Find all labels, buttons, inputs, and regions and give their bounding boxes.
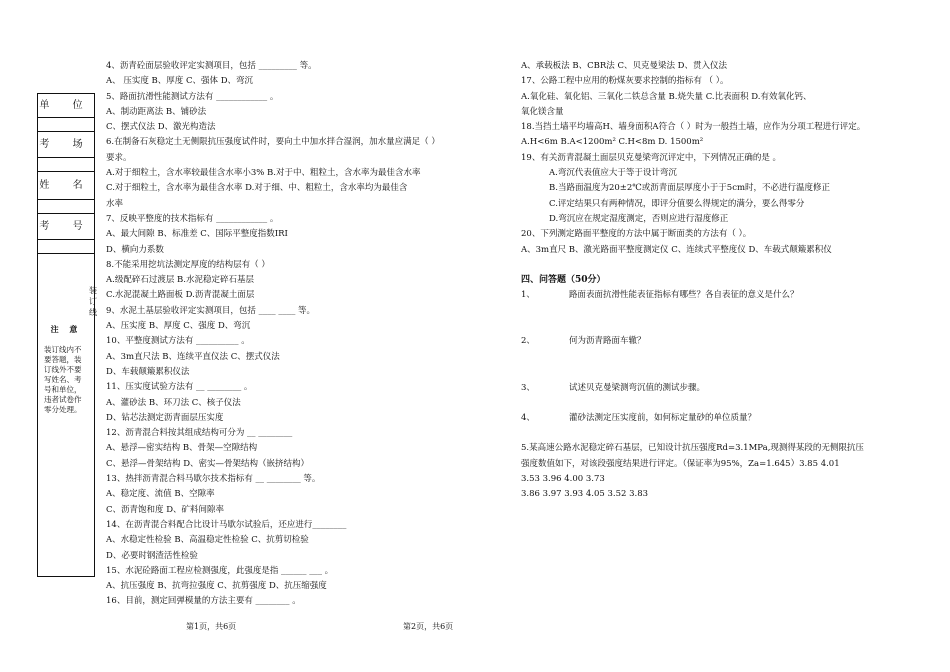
option-line: A、压实度 B、厚度 C、强度 D、弯沉 bbox=[106, 321, 251, 332]
option-line: A、承载板法 B、CBR法 C、贝克曼梁法 D、贯入仪法 bbox=[521, 61, 727, 71]
unit-blank bbox=[38, 118, 94, 132]
question-number: 4、 bbox=[521, 413, 535, 424]
option-line: B.当路面温度为20±2℃或沥青面层厚度小于于5cm时，不必进行温度修正 bbox=[549, 183, 831, 194]
option-line: A、最大间隙 B、标准差 C、国际平整度指数IRI bbox=[106, 229, 288, 240]
question-text: 灌砂法测定压实度前，如何标定量砂的单位质量？ bbox=[569, 413, 757, 424]
question-line: 9、水泥土基层验收评定实测项目，包括 ____ ____ 等。 bbox=[106, 305, 316, 316]
left-column bbox=[106, 59, 486, 610]
question-line: 6.在制备石灰稳定土无侧限抗压强度试件时，要向土中加水拌合湿润，加水量应满足（ ） bbox=[106, 137, 440, 148]
notice-title: 注 意 bbox=[50, 324, 82, 334]
option-line: A、水稳定性检验 B、高温稳定性检验 C、抗剪切检验 bbox=[106, 535, 309, 546]
option-line: D、车载颠簸累积仪法 bbox=[106, 366, 190, 377]
question-number: 1、 bbox=[521, 290, 535, 301]
page-footer-1: 第1页，共6页 bbox=[186, 622, 237, 631]
notice-box bbox=[38, 324, 94, 415]
option-line: A、3m直尺法 B、连续平直仪法 C、摆式仪法 bbox=[106, 351, 280, 362]
exam-number-blank bbox=[38, 240, 94, 254]
question-line: 8.不能采用挖坑法测定厚度的结构层有（ ） bbox=[106, 259, 270, 270]
exam-room-blank bbox=[38, 158, 94, 172]
page-footer-2: 第2页，共6页 bbox=[403, 622, 454, 631]
essay-question bbox=[521, 288, 916, 303]
unit-field: 单 位 bbox=[38, 94, 94, 118]
option-line: A、3m直尺 B、激光路面平整度测定仪 C、连续式平整度仪 D、车载式颠簸累积仪 bbox=[521, 244, 832, 255]
option-line: A.对于细粒土，含水率较最佳含水率小3% B.对于中、粗粒土，含水率为最佳含水率 bbox=[106, 168, 421, 179]
option-line: C、摆式仪法 D、激光构造法 bbox=[106, 122, 216, 133]
option-line: C、沥青饱和度 D、矿料间隙率 bbox=[106, 504, 225, 515]
name-field: 姓 名 bbox=[38, 172, 94, 200]
option-line: A、悬浮—密实结构 B、骨架—空隙结构 bbox=[106, 443, 258, 454]
calc-question-line: 强度数值如下，对该段强度结果进行评定。（保证率为95%，Za=1.645）3.85 4.01 bbox=[521, 458, 840, 469]
calc-question-line: 5.某高速公路水泥稳定碎石基层，已知设计抗压强度Rd=3.1MPa,现测得某段的无侧限抗压 bbox=[521, 443, 864, 454]
question-line: 要求。 bbox=[106, 152, 132, 163]
option-line: C.水泥混凝土路面板 D.沥青混凝土面层 bbox=[106, 290, 255, 301]
binding-line-label: 装订线 bbox=[89, 286, 97, 317]
question-line: 17、公路工程中应用的粉煤灰要求控制的指标有 （ ）。 bbox=[521, 76, 729, 87]
data-values-line: 3.53 3.96 4.00 3.73 bbox=[521, 473, 605, 484]
option-line: A、 压实度 B、厚度 C、强体 D、弯沉 bbox=[106, 76, 254, 87]
option-line: A.级配碎石过渡层 B.水泥稳定碎石基层 bbox=[106, 275, 254, 286]
essay-question bbox=[521, 334, 916, 349]
question-number: 2、 bbox=[521, 336, 535, 347]
question-text: 何为沥青路面车辙？ bbox=[569, 336, 646, 347]
option-line: D、钻芯法测定沥青面层压实度 bbox=[106, 412, 224, 423]
question-line: 7、反映平整度的技术指标有 ____________ 。 bbox=[106, 213, 279, 224]
option-line: C、悬浮—骨架结构 D、密实—骨架结构（嵌挤结构） bbox=[106, 458, 310, 469]
question-line: 11、压实度试验方法有 __ ________ 。 bbox=[106, 382, 253, 393]
question-line: 15、水泥砼路面工程应检测强度，此强度是指 ______ ___ 。 bbox=[106, 565, 334, 576]
question-line: 18.当挡土墙平均墙高H、墙身面积A符合（ ）时为一般挡土墙，应作为分项工程进行评定。 bbox=[521, 122, 866, 133]
question-line: 13、热拌沥青混合料马歇尔技术指标有 __ ________ 等。 bbox=[106, 474, 321, 485]
data-values-line: 3.86 3.97 3.93 4.05 3.52 3.83 bbox=[521, 489, 649, 500]
question-line: 16、目前，测定回弹模量的方法主要有 ________ 。 bbox=[106, 596, 301, 607]
option-line: C.评定结果只有两种情况，即评分值要么得规定的满分，要么得零分 bbox=[549, 198, 805, 209]
question-line: 20、下列测定路面平整度的方法中属于断面类的方法有（ ）。 bbox=[521, 229, 752, 240]
name-blank bbox=[38, 200, 94, 214]
question-line: 5、路面抗滑性能测试方法有 ____________ 。 bbox=[106, 91, 279, 102]
question-line: 12、沥青混合料按其组成结构可分为 __ ________ bbox=[106, 428, 293, 439]
option-line: D、必要时钢渣活性检验 bbox=[106, 550, 198, 561]
right-column bbox=[521, 59, 916, 503]
essay-question bbox=[521, 381, 916, 396]
section-title: 四、问答题（50分） bbox=[521, 274, 606, 285]
option-line: D、横向力系数 bbox=[106, 244, 164, 255]
essay-question bbox=[521, 411, 916, 426]
option-line: A、灌砂法 B、环刀法 C、核子仪法 bbox=[106, 397, 241, 408]
question-line: 10、平整度测试方法有 __________ 。 bbox=[106, 336, 250, 347]
option-line: C.对于细粒土，含水率为最佳含水率 D.对于细、中、粗粒土，含水率均为最佳含 bbox=[106, 183, 408, 194]
option-line: A.弯沉代表值应大于等于设计弯沉 bbox=[549, 168, 677, 179]
option-line: A、制动距离法 B、铺砂法 bbox=[106, 106, 207, 117]
question-text: 试述贝克曼梁测弯沉值的测试步骤。 bbox=[569, 382, 706, 393]
binding-sidebar bbox=[37, 93, 95, 577]
question-text: 路面表面抗滑性能表征指标有哪些？各自表征的意义是什么？ bbox=[569, 290, 799, 301]
exam-number-field: 考 号 bbox=[38, 214, 94, 240]
option-line: 氧化镁含量 bbox=[521, 106, 564, 117]
notice-text: 装订线内不要答题，装订线外不要写姓名、考号和单位，违者试卷作零分处理。 bbox=[44, 345, 82, 414]
exam-room-field: 考 场 bbox=[38, 132, 94, 158]
question-line: 14、在沥青混合料配合比设计马歇尔试验后，还应进行________ bbox=[106, 519, 347, 530]
option-line: 水率 bbox=[106, 198, 124, 209]
option-line: D.弯沉应在规定湿度测定，否则应进行湿度修正 bbox=[549, 213, 729, 224]
question-line: 4、沥青砼面层验收评定实测项目，包括 _________ 等。 bbox=[106, 61, 317, 71]
question-number: 3、 bbox=[521, 382, 535, 393]
option-line: A.H<6m B.A<1200m² C.H<8m D. 1500m² bbox=[521, 137, 704, 148]
question-line: 19、有关沥青混凝土面层贝克曼梁弯沉评定中，下列情况正确的是 。 bbox=[521, 152, 782, 163]
option-line: A.氧化硅、氧化铝、三氧化二铁总含量 B.烧失量 C.比表面积 D.有效氧化钙、 bbox=[521, 91, 812, 102]
option-line: A、抗压强度 B、抗弯拉强度 C、抗剪强度 D、抗压缩强度 bbox=[106, 581, 327, 592]
option-line: A、稳定度、流值 B、空隙率 bbox=[106, 489, 215, 500]
